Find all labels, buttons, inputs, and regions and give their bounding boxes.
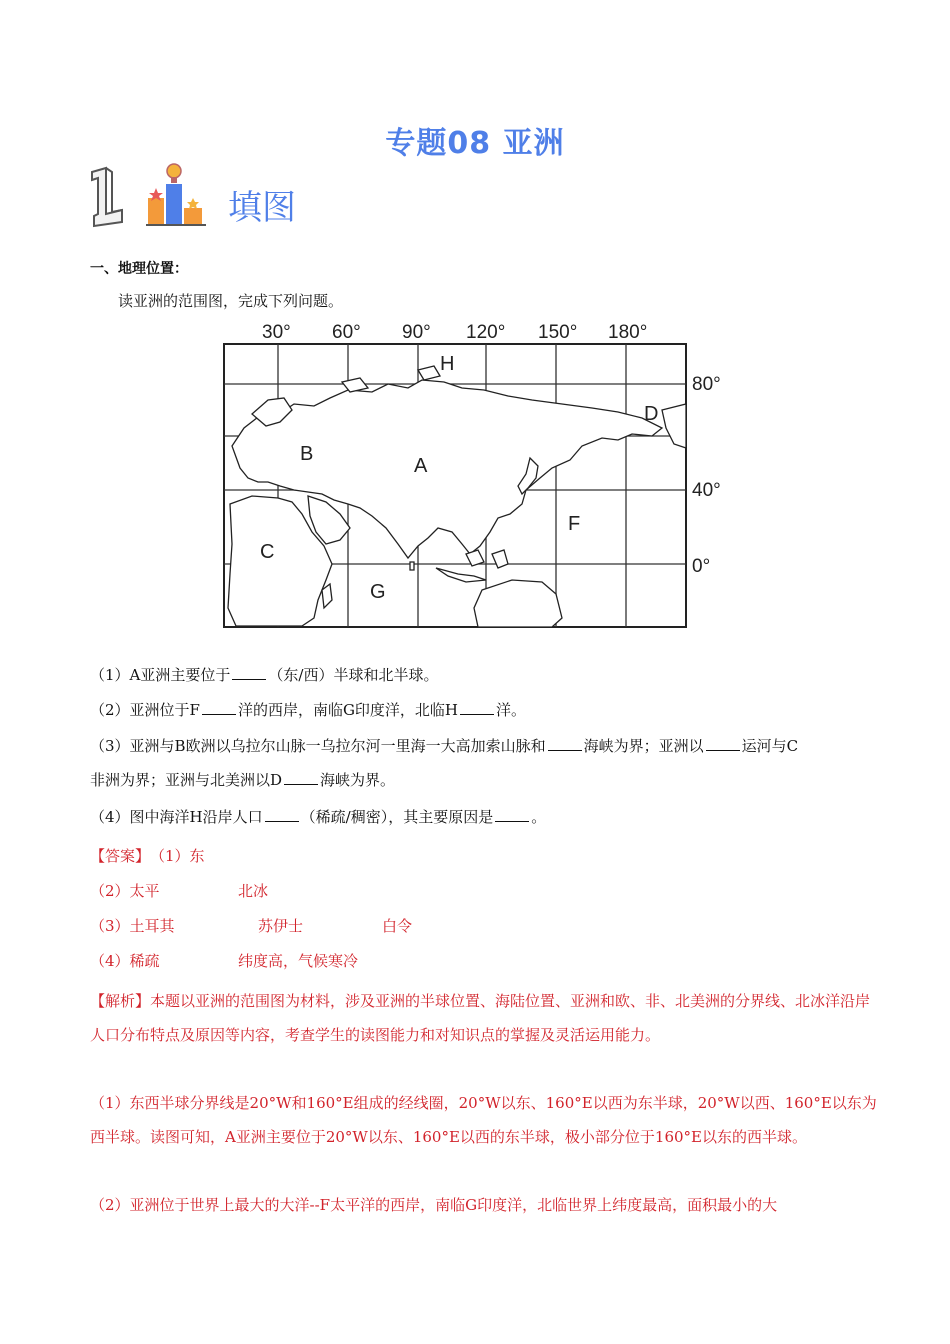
longitude-labels: [262, 322, 647, 343]
region-label-f: F: [568, 513, 581, 535]
answer-blank[interactable]: [548, 736, 582, 751]
answer-blank[interactable]: [202, 700, 236, 715]
answer-blank[interactable]: [265, 807, 299, 822]
region-label-c: C: [260, 541, 275, 563]
lon-label: 90°: [402, 322, 431, 343]
question-3: （3）亚洲与B欧洲以乌拉尔山脉一乌拉尔河一里海一大高加索山脉和 海峡为界；亚洲以 运河与C 非洲为界；亚洲与北美洲以D 海峡为界。: [90, 737, 799, 789]
analysis-paragraph-0: 【解析】本题以亚洲的范围图为材料，涉及亚洲的半球位置、海陆位置、亚洲和欧、非、北美洲的分界线、北冰洋沿岸人口分布特点及原因等内容，考查学生的读图能力和对知识点的掌握及灵活运用能力。: [90, 992, 871, 1044]
region-label-h: H: [440, 353, 455, 375]
question-2: （2）亚洲位于F 洋的西岸，南临G印度洋，北临H 洋。: [90, 701, 527, 719]
answer-row-4: （4）稀疏 纬度高，气候寒冷: [90, 952, 359, 970]
lon-label: 30°: [262, 322, 291, 343]
section-label: 填图: [228, 188, 296, 228]
answer-row-1: 【答案】（1）东: [90, 847, 205, 865]
number-one-icon: [86, 166, 130, 228]
lat-label: 40°: [692, 480, 721, 501]
lon-label: 120°: [466, 322, 506, 343]
trophy-podium-icon: [146, 162, 212, 228]
answer-blank[interactable]: [460, 700, 494, 715]
answer-blank[interactable]: [232, 665, 266, 680]
lat-label: 0°: [692, 556, 711, 577]
question-1: （1）A亚洲主要位于 （东/西）半球和北半球。: [90, 666, 439, 684]
region-label-d: D: [644, 403, 659, 425]
region-label-g: G: [370, 581, 386, 603]
answer-blank[interactable]: [284, 770, 318, 785]
analysis-paragraph-2: （2）亚洲位于世界上最大的大洋--F太平洋的西岸，南临G印度洋，北临世界上纬度最高，面积最小的大: [90, 1196, 778, 1214]
latitude-labels: [692, 374, 721, 577]
analysis-paragraph-1: （1）东西半球分界线是20°W和160°E组成的经线圈，20°W以东、160°E以西为东半球，20°W以西、160°E以东为西半球。读图可知，A亚洲主要位于20°W以东、160°E以西的东半球，极小部分位于160°E以东的西半球。: [90, 1094, 877, 1146]
lon-label: 60°: [332, 322, 361, 343]
answer-row-2: （2）太平 北冰: [90, 882, 269, 900]
question-heading: 一、地理位置：: [90, 261, 188, 277]
question-4: （4）图中海洋H沿岸人口 （稀疏/稠密），其主要原因是 。: [90, 808, 547, 826]
lat-label: 80°: [692, 374, 721, 395]
answer-blank[interactable]: [706, 736, 740, 751]
page-title: 专题08 亚洲: [385, 126, 565, 161]
lon-label: 150°: [538, 322, 578, 343]
region-label-b: B: [300, 443, 314, 465]
asia-range-map: [222, 318, 732, 636]
answer-blank[interactable]: [495, 807, 529, 822]
answer-row-3: （3）土耳其 苏伊士 白令: [90, 917, 413, 935]
section-header: [86, 160, 386, 230]
lon-label: 180°: [608, 322, 648, 343]
answer-tag: 【答案】: [90, 847, 151, 865]
analysis-tag: 【解析】: [90, 992, 151, 1010]
region-label-a: A: [414, 455, 428, 477]
intro-text: 读亚洲的范围图，完成下列问题。: [118, 292, 344, 310]
